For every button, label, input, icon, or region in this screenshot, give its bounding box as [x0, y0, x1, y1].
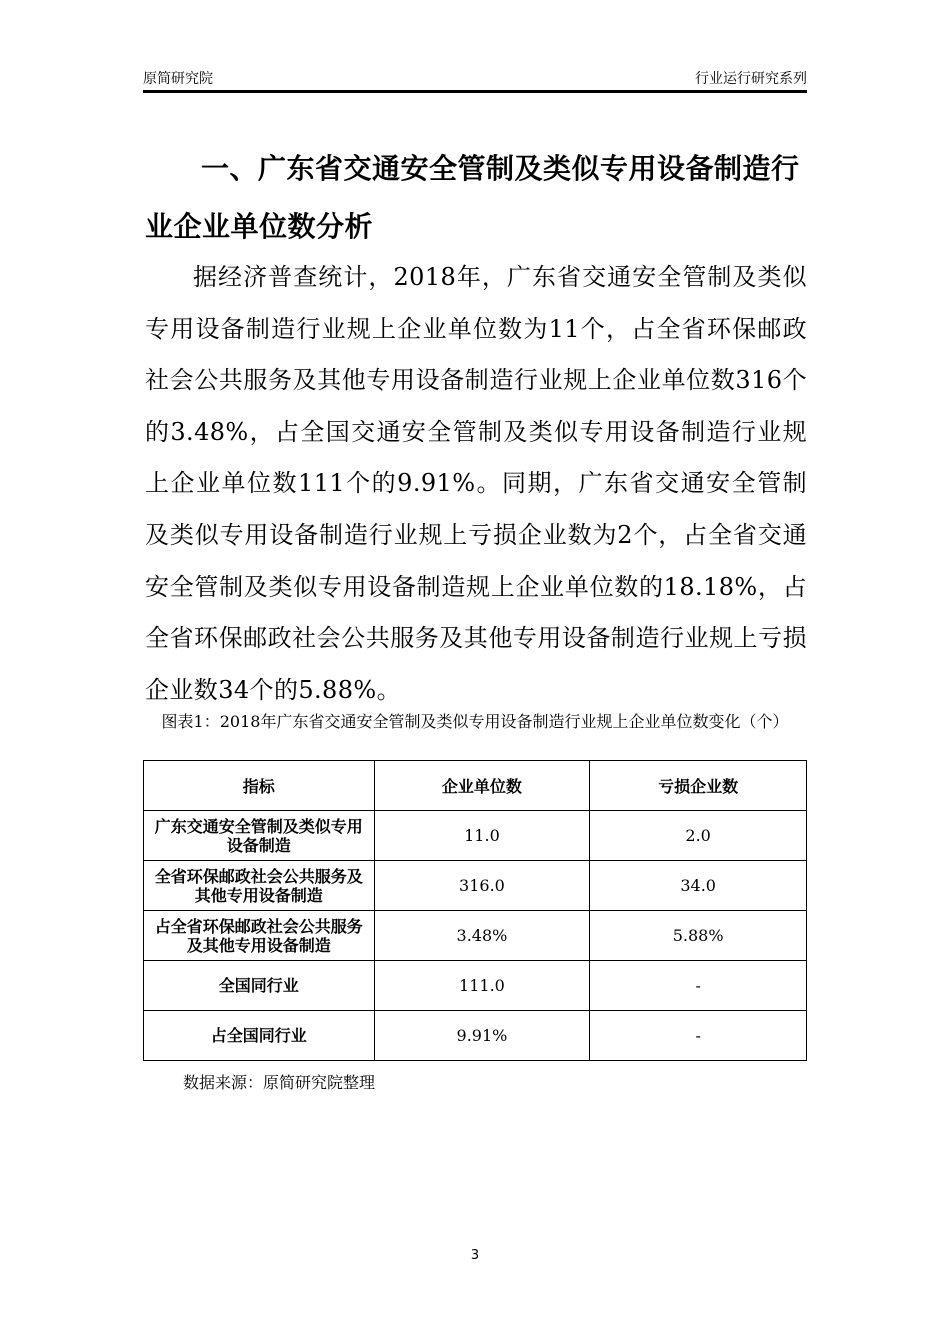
- section-title: 一、广东省交通安全管制及类似专用设备制造行业企业单位数分析: [145, 152, 800, 243]
- column-header: 指标: [144, 761, 375, 811]
- header-organization: 原简研究院: [143, 71, 213, 87]
- header-series: 行业运行研究系列: [695, 71, 807, 87]
- table-header-row: [144, 761, 807, 811]
- units-cell: 111.0: [374, 961, 590, 1011]
- loss-cell: -: [590, 961, 807, 1011]
- loss-cell: 34.0: [590, 861, 807, 911]
- loss-cell: 2.0: [590, 811, 807, 861]
- table-row: [144, 811, 807, 861]
- table-row: [144, 961, 807, 1011]
- loss-cell: -: [590, 1011, 807, 1061]
- units-cell: 9.91%: [374, 1011, 590, 1061]
- table-row: [144, 1011, 807, 1061]
- loss-cell: 5.88%: [590, 911, 807, 961]
- row-label: 占全国同行业: [144, 1011, 375, 1061]
- table-row: [144, 861, 807, 911]
- page-header: [143, 66, 807, 88]
- header-divider: [143, 90, 807, 93]
- row-label: 广东交通安全管制及类似专用设备制造: [144, 811, 375, 861]
- row-label: 全省环保邮政社会公共服务及其他专用设备制造: [144, 861, 375, 911]
- row-label: 全国同行业: [144, 961, 375, 1011]
- units-cell: 316.0: [374, 861, 590, 911]
- column-header: 企业单位数: [374, 761, 590, 811]
- data-table: [143, 760, 807, 1061]
- row-label: 占全省环保邮政社会公共服务及其他专用设备制造: [144, 911, 375, 961]
- units-cell: 11.0: [374, 811, 590, 861]
- page-number: 3: [470, 1248, 480, 1263]
- body-paragraph: 据经济普查统计，2018年，广东省交通安全管制及类似专用设备制造行业规上企业单位数为11个，占全省环保邮政社会公共服务及其他专用设备制造行业规上企业单位数316个的3.48%，占全国交通安全管制及类似专用设备制造行业规上企业单位数111个的9.91%。同期，广东省交通安全管制及类似专用设备制造行业规上亏损企业数为2个，占全省交通安全管制及类似专用设备制造规上企业单位数的18.18%，占全省环保邮政社会公共服务及其他专用设备制造行业规上亏损企业数34个的5.88%。: [145, 263, 807, 704]
- data-source-note: 数据来源：原简研究院整理: [183, 1073, 376, 1092]
- table-row: [144, 911, 807, 961]
- units-cell: 3.48%: [374, 911, 590, 961]
- table-caption: 图表1：2018年广东省交通安全管制及类似专用设备制造行业规上企业单位数变化（个）: [161, 712, 789, 731]
- column-header: 亏损企业数: [590, 761, 807, 811]
